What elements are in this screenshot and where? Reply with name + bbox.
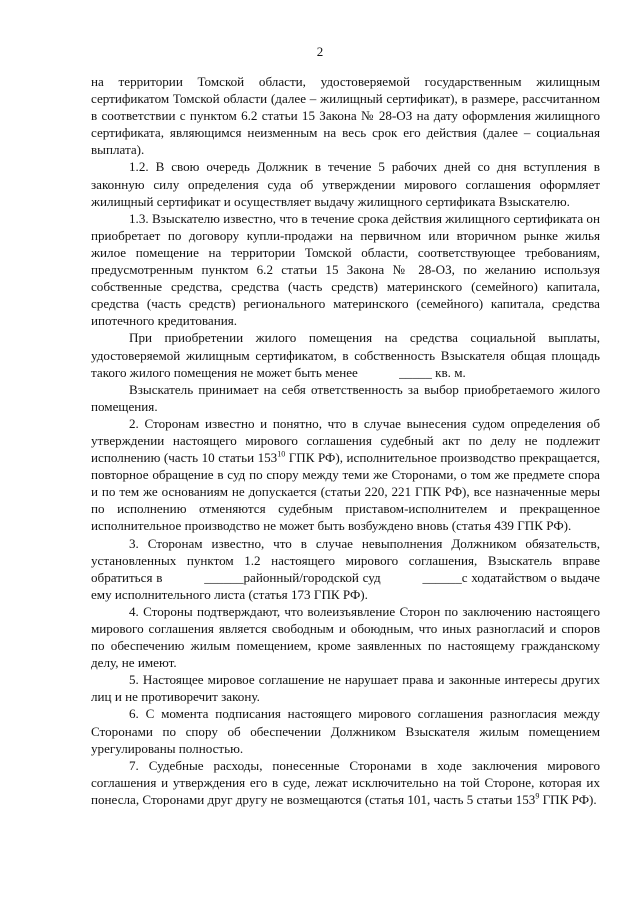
paragraph-3-text-b: районный/городской суд xyxy=(243,569,385,585)
document-body xyxy=(91,73,600,808)
paragraph-2-text-b: ГПК РФ), исполнительное производство прекращается, повторное обращение в суд по спору между теми же Сторонами, о том же предмете спора и по тем же основаниям не допускается (статьи 220, 221 ГПК РФ), все назначенные меры по исполнению отменяются судебным приставом-исполнителем и прекращенное исполнительное производство не может быть возбуждено вновь (статья 439 ГПК РФ). xyxy=(91,450,600,534)
paragraph-5: 5. Настоящее мировое соглашение не нарушает права и законные интересы других лиц и не противоречит закону. xyxy=(91,672,600,705)
paragraph-3-text-c: с ходатайством о выдаче ему исполнительного листа (статья 173 ГПК РФ). xyxy=(91,569,600,602)
paragraph-area-unit: кв. м. xyxy=(431,364,466,380)
superscript-9: 9 xyxy=(535,791,540,801)
area-blank-field: _____ xyxy=(399,364,432,380)
paragraph-3-text-a: 3. Сторонам известно, что в случае невыполнения Должником обязательств, установленных пунктом 1.2 настоящего мирового соглашения, Взыскатель вправе обратиться в xyxy=(91,535,600,585)
paragraph-1-3: 1.3. Взыскателю известно, что в течение срока действия жилищного сертификата он приобретает по договору купли-продажи на первичном или вторичном рынке жилья жилое помещение на территории Томской области, соответствующее требованиям, предусмотренным пунктом 6.2 статьи 15 Закона № 28-ОЗ, по желанию используя собственные средства, средства (часть средств) материнского (семейного) капитала, средства (часть средств) регионального материнского (семейного) капитала, средства ипотечного кредитования. xyxy=(91,210,600,329)
paragraph-area-text: При приобретении жилого помещения на средства социальной выплаты, удостоверяемой жилищным сертификатом, в собственность Взыскателя общая площадь такого жилого помещения не может быть менее xyxy=(91,330,600,380)
superscript-10: 10 xyxy=(277,449,286,459)
paragraph-7-text-a: 7. Судебные расходы, понесенные Сторонами в ходе заключения мирового соглашения и утверждения его в суде, лежат исключительно на той Стороне, которая их понесла, Сторонами друг другу не возмещаются (статья 101, часть 5 статьи 153 xyxy=(91,757,600,807)
paragraph-7-text-b: ГПК РФ). xyxy=(539,791,597,807)
paragraph-2-text-a: 2. Сторонам известно и понятно, что в случае вынесения судом определения об утверждении настоящего мирового соглашения судебный акт по делу не подлежит исполнению (часть 10 статьи 153 xyxy=(91,415,600,466)
page-number: 2 xyxy=(316,44,324,59)
paragraph-3 xyxy=(91,535,600,603)
paragraph-4: 4. Стороны подтверждают, что волеизъявление Сторон по заключению настоящего мирового соглашения является свободным и обоюдным, что иных разногласий и споров по обеспечению жилым помещением, кроме заявленных по настоящему гражданскому делу, не имеют. xyxy=(91,603,600,671)
paragraph-continuation: на территории Томской области, удостоверяемой государственным жилищным сертификатом Томской области (далее – жилищный сертификат), в размере, рассчитанном в соответствии с пунктом 6.2 статьи 15 Закона № 28-ОЗ на дату оформления жилищного сертификата, являющимся неизменным на весь срок его действия (далее – социальная выплата). xyxy=(91,74,600,158)
paragraph-responsibility: Взыскатель принимает на себя ответственность за выбор приобретаемого жилого помещения. xyxy=(91,381,600,414)
paragraph-1-2: 1.2. В свою очередь Должник в течение 5 рабочих дней со дня вступления в законную силу определения суда об утверждении мирового соглашения оформляет жилищный сертификат и осуществляет выдачу жилищного сертификата Взыскателю. xyxy=(91,159,600,209)
paragraph-area xyxy=(91,329,600,380)
paragraph-7 xyxy=(91,757,600,808)
court-blank-field-2: ______ xyxy=(422,569,462,585)
paragraph-2 xyxy=(91,415,600,535)
court-blank-field-1: ______ xyxy=(204,569,244,585)
paragraph-6: 6. С момента подписания настоящего мирового соглашения разногласия между Сторонами по спору об обеспечении Должником Взыскателя жилым помещением урегулированы полностью. xyxy=(91,706,600,756)
